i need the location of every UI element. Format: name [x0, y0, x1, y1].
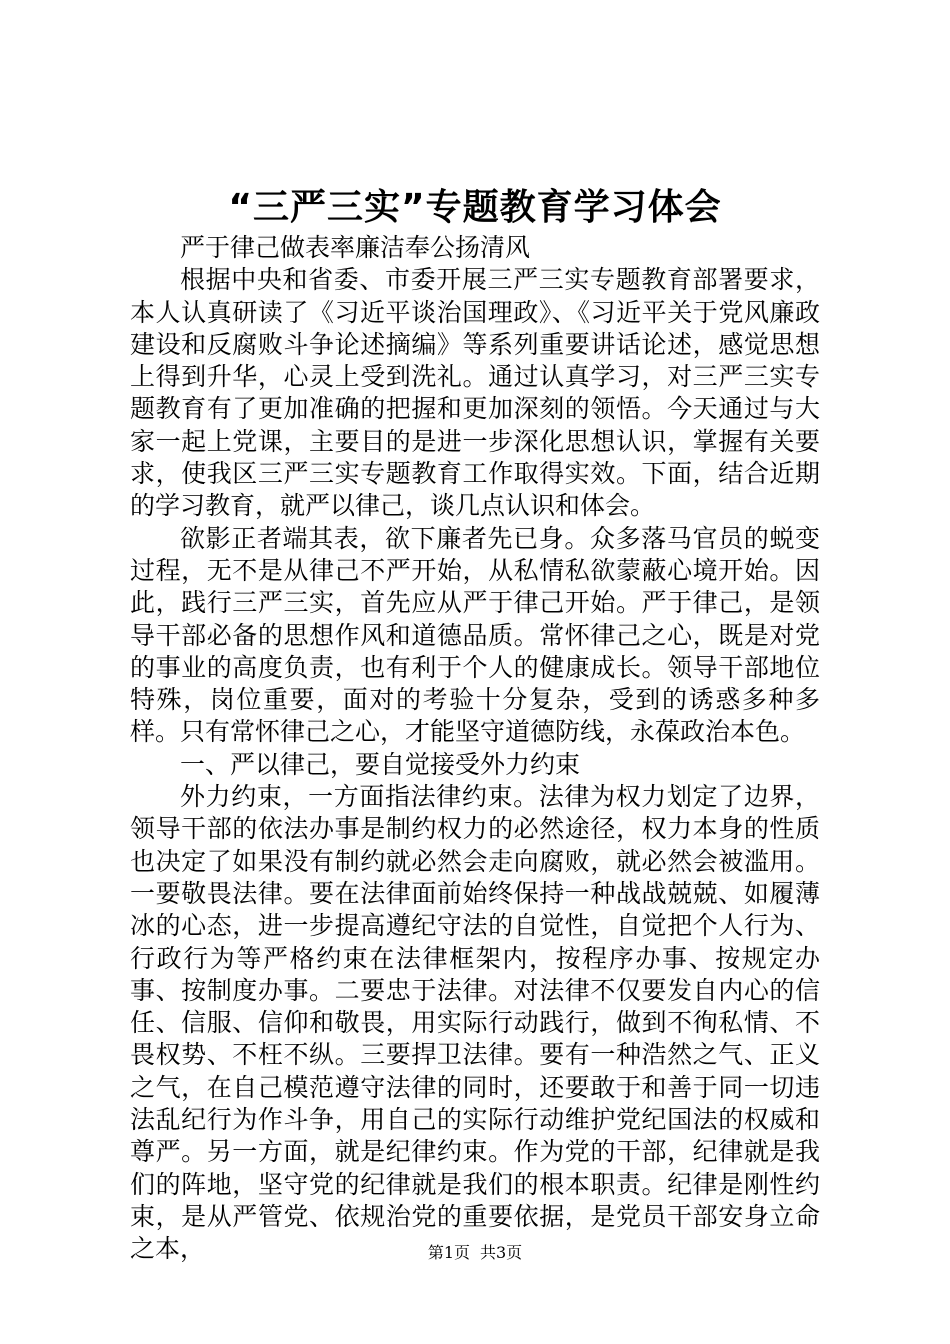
page-number: 第1页 [427, 1243, 470, 1262]
page-total: 共3页 [480, 1243, 523, 1262]
document-body [130, 232, 820, 1266]
paragraph-subtitle: 严于律己做表率廉洁奉公扬清风 [180, 233, 531, 262]
page-footer [0, 1242, 950, 1264]
paragraph: 欲影正者端其表，欲下廉者先已身。众多落马官员的蜕变过程，无不是从律己不严开始，从私情私欲蒙蔽心境开始。因此，践行三严三实，首先应从严于律己开始。严于律己，是领导干部必备的思想作风和道德品质。常怀律己之心，既是对党的事业的高度负责，也有利于个人的健康成长。领导干部地位特殊，岗位重要，面对的考验十分复杂，受到的诱惑多种多样。只有常怀律己之心，才能坚守道德防线，永葆政治本色。 [130, 523, 820, 747]
section-heading: 一、严以律己，要自觉接受外力约束 [180, 749, 581, 779]
document-title: “三严三实”专题教育学习体会 [228, 187, 722, 228]
paragraph: 外力约束，一方面指法律约束。法律为权力划定了边界，领导干部的依法办事是制约权力的必然途径，权力本身的性质也决定了如果没有制约就必然会走向腐败，就必然会被滥用。一要敬畏法律。要在法律面前始终保持一种战战兢兢、如履薄冰的心态，进一步提高遵纪守法的自觉性，自觉把个人行为、行政行为等严格约束在法律框架内，按程序办事、按规定办事、按制度办事。二要忠于法律。对法律不仅要发自内心的信任、信服、信仰和敬畏，用实际行动践行，做到不徇私情、不畏权势、不枉不纵。三要捍卫法律。要有一种浩然之气、正义之气，在自己模范遵守法律的同时，还要敢于和善于同一切违法乱纪行为作斗争，用自己的实际行动维护党纪国法的权威和尊严。另一方面，就是纪律约束。作为党的干部，纪律就是我们的阵地，坚守党的纪律就是我们的根本职责。纪律是刚性约束，是从严管党、依规治党的重要依据，是党员干部安身立命之本， [130, 782, 820, 1264]
paragraph: 根据中央和省委、市委开展三严三实专题教育部署要求，本人认真研读了《习近平谈治国理政》、《习近平关于党风廉政建设和反腐败斗争论述摘编》等系列重要讲话论述，感觉思想上得到升华，心灵上受到洗礼。通过认真学习，对三严三实专题教育有了更加准确的把握和更加深刻的领悟。今天通过与大家一起上党课，主要目的是进一步深化思想认识，掌握有关要求，使我区三严三实专题教育工作取得实效。下面，结合近期的学习教育，就严以律己，谈几点认识和体会。 [130, 265, 820, 521]
